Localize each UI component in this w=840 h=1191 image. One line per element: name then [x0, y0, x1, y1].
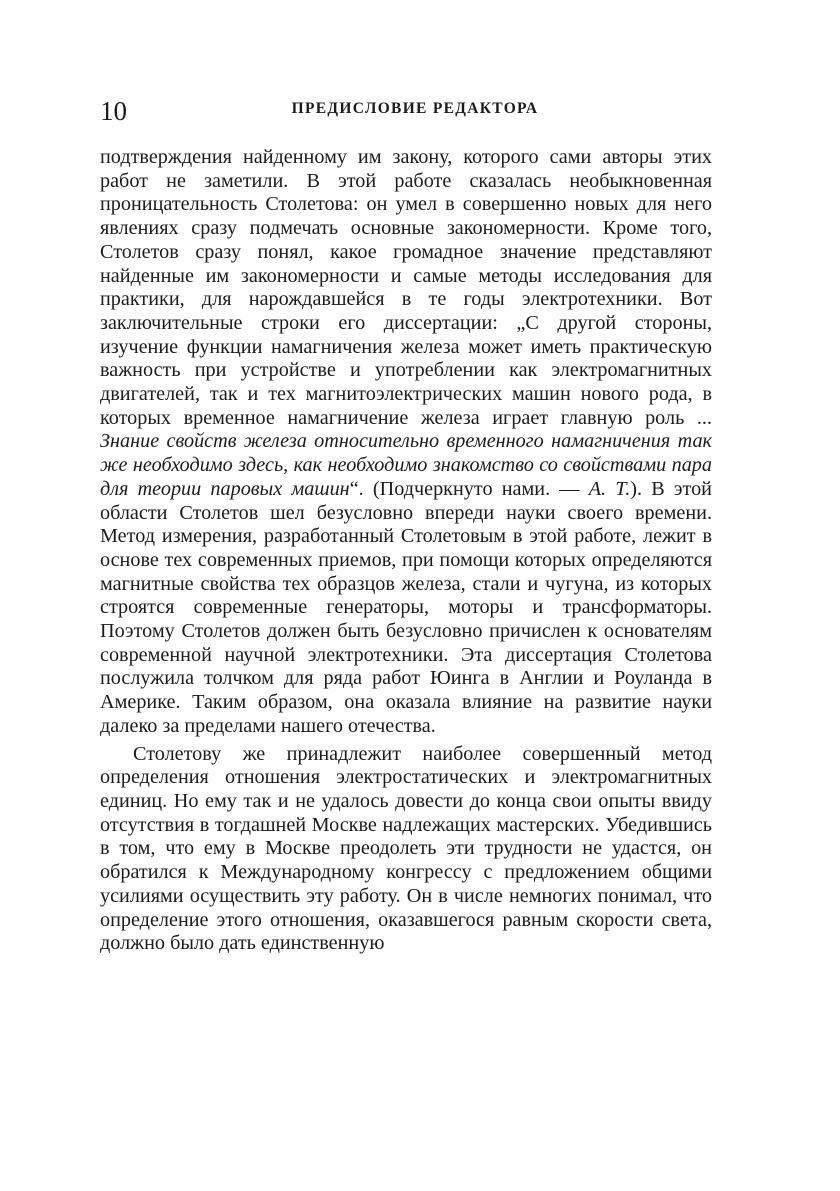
page-header: [100, 96, 720, 126]
paragraph-1-text-c: ). В этой области Столетов шел безусловно впереди науки своего времени. Метод измерения, разработанный Столетовым в этой работе, лежит в основе тех современных приемов, при помощи которых определяются магнитные свойства тех образцов железа, стали и чугуна, из которых строятся современные генераторы, моторы и трансформаторы. Поэтому Столетов должен быть безусловно причислен к основателям современной научной электротехники. Эта диссертация Столетова послужила толчком для ряда работ Юинга в Англии и Роуланда в Америке. Таким образом, она оказала влияние на развитие науки далеко за пределами нашего отечества.: [100, 477, 712, 737]
paragraph-1-emphasis: Знание свойств железа относительно временного намагничения так же необходимо здесь, как необходимо знакомство со свойствами пара для теории паровых машин: [100, 430, 712, 500]
paragraph-1: [100, 146, 712, 739]
paragraph-1-text-b: “. (Подчеркнуто нами. —: [349, 477, 589, 500]
paragraph-1-text-a: подтверждения найденному им закону, которого сами авторы этих работ не заметили. В этой работе сказалась необыкновенная проницательность Столетова: он умел в совершенно новых для него явлениях сразу подмечать основные закономерности. Кроме того, Столетов сразу понял, какое громадное значение представляют найденные им закономерности и самые методы исследования для практики, для нарождавшейся в те годы электротехники. Вот заключительные строки его диссертации: „С другой стороны, изучение функции намагничения железа может иметь практическую важность при устройстве и употреблении как электромагнитных двигателей, так и тех магнитоэлектрических машин нового рода, в которых временное намагничение железа играет главную роль ...: [100, 146, 712, 429]
editor-initials: А. Т.: [588, 477, 631, 500]
body-text: [100, 146, 712, 956]
page-number: 10: [100, 96, 127, 126]
running-head: ПРЕДИСЛОВИЕ РЕДАКТОРА: [291, 100, 539, 117]
paragraph-2: Столетову же принадлежит наиболее совершенный метод определения отношения электростатических и электромагнитных единиц. Но ему так и не удалось довести до конца свои опыты ввиду отсутствия в тогдашней Москве надлежащих мастерских. Убедившись в том, что ему в Москве преодолеть эти трудности не удастся, он обратился к Международному конгрессу с предложением общими усилиями осуществить эту работу. Он в числе немногих понимал, что определение этого отношения, оказавшегося равным скорости света, должно было дать единственную: [100, 742, 712, 955]
